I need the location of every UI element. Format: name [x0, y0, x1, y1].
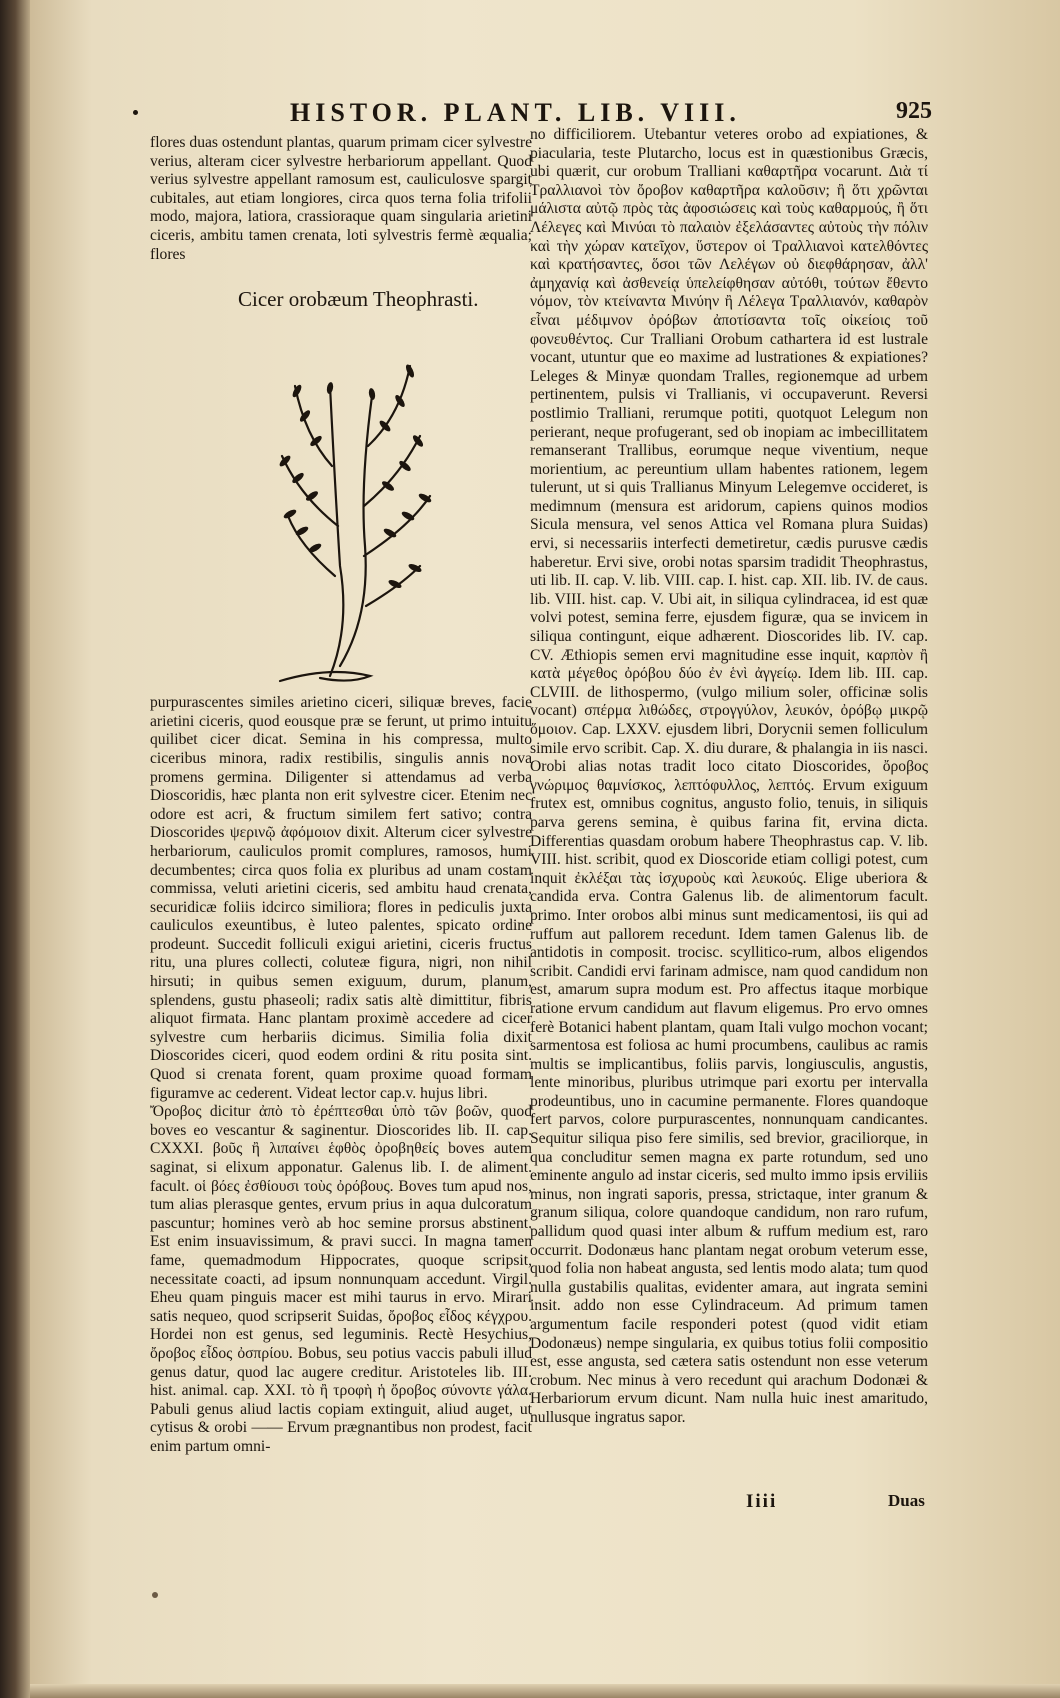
page-number: 925 — [896, 98, 932, 124]
catchword: Duas — [888, 1491, 925, 1510]
page-bottom-edge — [30, 1684, 1060, 1698]
header-dot — [133, 110, 138, 115]
plant-woodcut-illustration — [260, 326, 460, 686]
running-head: HISTOR. PLANT. LIB. VIII. — [290, 98, 741, 127]
figure-caption: Cicer orobæum Theophrasti. — [238, 287, 479, 312]
right-column — [530, 126, 928, 1428]
page-header — [130, 96, 930, 130]
left-bottom-paragraph: purpurascentes similes arietino ciceri, siliquæ breves, facie arietini ciceris, quod eousque præ se ferunt, ut primo intuitu quilibet cicer dicat. Semina in his compressa, multo ciceribus minora, radix restibilis, singulis annis nova promens germina. Diligenter si attendamus ad verba Dioscoridis, hæc planta non erit sylvestre cicer. Etenim nec odore est acri, & fructum similem fert sativo; contra Dioscorides ψερινῷ ἀφόμοιον dixit. Alterum cicer sylvestre herbariorum, cauliculos promit complures, ramosos, humi decumbentes; circa quos folia ex pluribus ad unam costam commissa, veluti arietini ciceris, sed ambitu haud crenata, securidicæ foliis idcirco similiora; flores in pediculis juxta cauliculos exeuntibus, è luteo palentes, spicato ordine prodeunt. Succedit folliculi exigui arietini, ciceris fructus ritu, una plures collecti, coluteæ figura, nigri, non nihil hirsuti; in quibus semen exiguum, durum, planum, splendens, gustu phaseoli; radix satis altè dimittitur, fibris aliquot firmata. Hanc plantam proximè accedere ad cicer sylvestre cum herbariis dicimus. Similia folia dixit Dioscorides ciceri, quod eodem ordini & ritu posita sint. Quod si crenata forent, quam proxime quoad formam figuramve ac cederent. Videat lector cap.v. hujus libri. — [150, 694, 532, 1102]
right-paragraph: no difficiliorem. Utebantur veteres orobo ad expiationes, & piacularia, teste Plutarcho, locus est in quæstionibus Græcis, ubi quærit, cur orobum Tralliani καθαρτῆρα vocarunt. Διὰ τί Τραλλιανοὶ τὸν ὄροβον καθαρτῆρα καλοῦσιν; ἢ ὅτι χρῶνται μάλιστα αὐτῷ πρὸς τὰς ἀφοσιώσεις καὶ τοὺς καθαρμούς, ἢ ὅτι Λέλεγες καὶ Μινύαι τὸ παλαιὸν ἐξελάσαντες αὐτοὺς τὴν πόλιν καὶ τὴν χώραν κατεῖχον, ὕστερον οἱ Τραλλιανοὶ κατελθόντες καὶ κρατήσαντες, ὅσοι τῶν Λελέγων οὐ διεφθάρησαν, ἀλλ' ἀμηχανίᾳ καὶ ἀσθενείᾳ ὑπελείφθησαν αὐτόθι, τούτων ἔθεντο νόμον, τὸν κτείναντα Μινύην ἢ Λέλεγα Τραλλιανόν, καθαρὸν εἶναι μέδιμνον ὀρόβων ἀποτίσαντα τοῖς οἰκείοις τοῦ φονευθέντος. Cur Tralliani Orobum cathartera id est lustrale vocant, utuntur que eo maxime ad lustrationes & expiationes? Leleges & Minyæ quondam Tralles, regionemque ad urbem pertinentem, pulsis vi Trallianis, vi occupaverunt. Reversi postlimio Tralliani, rerumque potiti, quotquot Lelegum non perierant, neque profugerant, sed ob inopiam ac imbecillitatem remanserant Trallibus, eorumque neque viventium, neque morientium, ac pereuntium ullam habentes rationem, legem tulerunt, ut si quis Trallianus Minyum Lelegemve occideret, is medimnum (mensura est aridorum, capiens quinos modios Sicula mensura, vel senos Attica vel Romana plura Suidas) ervi, si necessariis interfecti demetiretur, cædis purusve cædis haberetur. Ervi sive, orobi notas sparsim tradidit Theophrastus, uti lib. II. cap. V. lib. VIII. cap. I. hist. cap. XII. lib. IV. de caus. lib. VIII. hist. cap. V. Ubi ait, in siliqua cylindracea, id est quæ volvi potest, semina ferre, ejusdem figuræ, qua se invicem in siliqua contingunt, eique adhærent. Dioscorides lib. IV. cap. CV. Æthiopis semen ervi magnitudine esse inquit, καρπὸν ἢ κατὰ μέγεθος ὀρόβου δύο ἐν ἑνὶ ἀγγείῳ. Idem lib. III. cap. CLVIII. de lithospermo, (vulgo milium soler, officinæ solis vocant) σπέρμα λιθώδες, στρογγύλον, λευκόν, ὀρόβῳ μικρῷ ὅμοιον. Cap. LXXV. ejusdem libri, Dorycnii semen folliculum simile ervo scribit. Cap. X. diu durare, & phalangia in iis nasci. Orobi alias notas tradit loco citato Dioscorides, ὄροβος γνώριμος θαμνίσκος, λεπτόφυλλος, λεπτός. Ervum exiguum frutex est, omnibus cognitus, angusto folio, tenuis, in siliquis parva gerens semina, è quibus farina fit, ervina dicta. Differentias quasdam orobum habere Theophrastus cap. V. lib. VIII. hist. scribit, quod ex Dioscoride etiam colligi potest, cum inquit ἐκλέξαι τὰς ἰσχυροὺς καὶ λευκούς. Elige uberiora & candida erva. Contra Galenus lib. de alimentorum facult. primo. Inter orobos albi minus sunt medicamentosi, iis qui ad ruffum aut pallorem recedunt. Idem tamen Galenus lib. de antidotis in composit. trocisc. scyllitico-rum, albos eligendos scribit. Candidi ervi farinam admisce, nam quod candidum non est, amarum supra modum est. Pro affectus itaque morbique ratione ervum candidum aut flavum eligemus. Pro ervo omnes ferè Botanici habent plantam, quam Itali vulgo mochon vocant; sarmentosa est foliosa ac humi procumbens, caulibus ac ramis multis se implicantibus, foliis parvis, longiusculis, angustis, lente minoribus, pluribus utrimque pari exortu per intervalla prodeuntibus, uno in cacumine permanente. Flores quandoque fert parvos, colore purpurascentes, nonnunquam candicantes. Sequitur siliqua piso fere similis, sed brevior, graciliorque, in qua concluditur semen magna ex parte rotundum, sed uno eminente angulo ad instar ciceris, sed multo immo ipsis erviliis minus, non ingrati saporis, pressa, strictaque, inter granum & granum siliqua, colore quandoque candidum, non raro rufum, pallidum quod quasi inter album & ruffum medium est, raro occurrit. Dodonæus hanc plantam negat orobum veterum esse, quod folia non habeat angusta, sed lentis modo alata; tum quod nulla gustabilis qualitas, evidenter amara, aut ingrata semini insit. addo non esse Cylindraceum. Ad primum tamen argumentum facile responderi potest (quod vidit etiam Dodonæus) nempe singularia, ex quibus totius folii compositio est, esse angusta, sed cætera satis ostendunt non esse veterum crobum. Nec minus à vero recedunt qui arachum Dodonæi & Herbariorum ervum dicunt. Nam nulla huic inest amaritudo, nullusque ingratus sapor. — [530, 126, 928, 1426]
book-page — [30, 0, 1060, 1698]
left-orobos-paragraph: Ὄροβος dicitur ἀπὸ τὸ ἐρέπτεσθαι ὑπὸ τῶν βοῶν, quod boves eo vescantur & saginentur. Dioscorides lib. II. cap. CXXXI. βοῦς ἢ λιπαίνει ἑφθὸς ὀροβηθείς boves autem saginat, si elixum apponatur. Galenus lib. I. de aliment. facult. οἱ βόες ἐσθίουσι τοὺς ὀρόβους. Boves tum apud nos, tum alias plerasque gentes, ervum prius in aqua dulcoratum pascuntur; homines verò ab hoc semine prorsus abstinent. Est enim insuavissimum, & pravi succi. In magna tamen fame, quemadmodum Hippocrates, quoque scripsit, necessitate coacti, ad ipsum nonnunquam accedunt. Virgil. Eheu quam pinguis macer est mihi taurus in ervo. Mirari satis nequeo, quod scripserit Suidas, ὄροβος εἶδος κέγχρου. Hordei non est genus, sed leguminis. Rectè Hesychius, ὄροβος εἶδος ὀσπρίου. Bobus, seu potius vaccis pabuli illud genus datur, quod lac augere creditur. Aristoteles lib. III. hist. animal. cap. XXI. τὸ ἢ τροφὴ ἡ ὄροβος σύνοντε γάλα. Pabuli genus aliud lactis copiam extinguit, aliud auget, ut cytisus & orobi —— Ervum prægnantibus non prodest, facit enim partum omni- — [150, 1103, 532, 1455]
left-top-paragraph: flores duas ostendunt plantas, quarum primam cicer sylvestre verius, alteram cicer sylvestre herbariorum appellant. Quod verius sylvestre appellant ramosum est, cauliculosve spargit cubitales, aut etiam longiores, circa quos terna folia trifolii modo, majora, latiora, crassioraque quam singularia arietini ciceris, ambitu tamen crenata, loti sylvestris fermè æqualia; flores — [150, 134, 532, 263]
paper-blemish — [152, 1592, 158, 1598]
signature-mark: Iiii — [746, 1491, 778, 1512]
left-column — [150, 134, 532, 1457]
figure-block — [150, 264, 532, 694]
